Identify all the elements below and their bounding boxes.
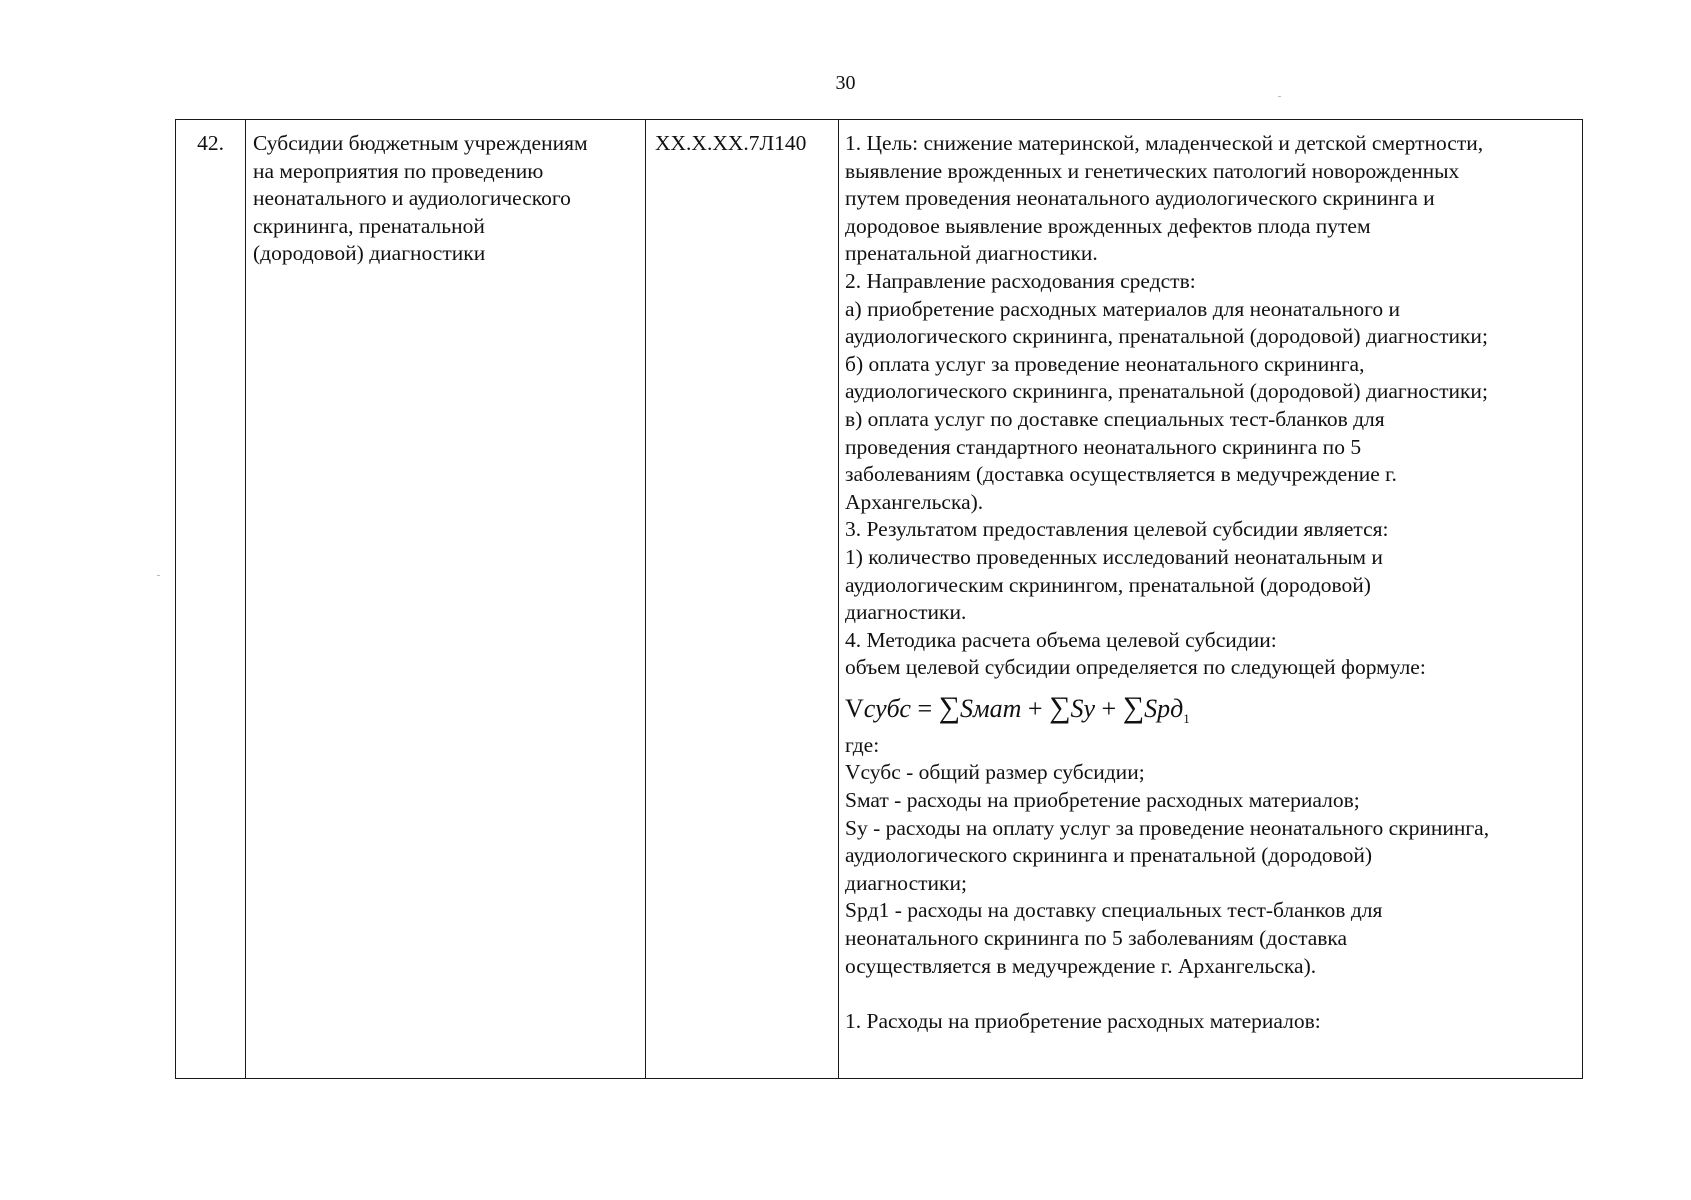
row-number: 42. (197, 131, 224, 155)
formula-lhs-subscript: субс (863, 693, 911, 723)
description-line: Архангельска). (845, 489, 984, 514)
row-name-line: Субсидии бюджетным учреждениям (253, 131, 588, 155)
row-code-cell (645, 120, 838, 1078)
description-line: в) оплата услуг по доставке специальных тест-бланков для (845, 406, 1385, 431)
description-line: проведения стандартного неонатального скрининга по 5 (845, 434, 1362, 459)
formula-plus: + (1095, 693, 1123, 723)
description-line: 1. Расходы на приобретение расходных материалов: (845, 1008, 1321, 1033)
description-line: 3. Результатом предоставления целевой субсидии является: (845, 517, 1389, 542)
description-line: диагностики; (845, 870, 967, 895)
row-name-line: (дородовой) диагностики (253, 241, 486, 266)
description-line: неонатального скрининга по 5 заболеваниям (доставка (845, 926, 1348, 951)
sum-symbol: ∑ (938, 690, 961, 724)
page-number: 30 (835, 72, 856, 94)
sum-symbol: ∑ (1049, 690, 1071, 724)
formula-term-sy: Sy (1070, 693, 1096, 723)
description-line: Vсубс - общий размер субсидии; (845, 760, 1145, 785)
scan-mark (157, 575, 160, 576)
formula-term-smat: Sмат (960, 693, 1022, 723)
formula-term-spd: Spд (1144, 693, 1184, 723)
sum-symbol: ∑ (1122, 690, 1145, 724)
row-name-line: на мероприятия по проведению (253, 158, 544, 183)
description-line: диагностики. (845, 600, 967, 625)
description-line: Spд1 - расходы на доставку специальных тест-бланков для (845, 898, 1383, 923)
formula-equals: = (910, 693, 939, 723)
description-line: где: (845, 732, 880, 757)
description-line: аудиологического скрининга, пренатальной (дородовой) диагностики; (845, 379, 1488, 404)
description-line: 1. Цель: снижение материнской, младенческой и детской смертности, (845, 131, 1484, 155)
description-line: аудиологическим скринингом, пренатальной (дородовой) (845, 572, 1371, 597)
budget-code: XX.X.XX.7Л140 (655, 131, 807, 155)
scan-mark (1278, 96, 1281, 97)
description-line: аудиологического скрининга, пренатальной (дородовой) диагностики; (845, 324, 1488, 349)
description-line: осуществляется в медучреждение г. Архангельска). (845, 953, 1317, 978)
description-line: 1) количество проведенных исследований неонатальным и (845, 544, 1383, 569)
paragraph-gap (845, 980, 1580, 1008)
formula-term-spd-subscript: 1 (1183, 711, 1190, 727)
subsidy-formula (845, 684, 1580, 732)
description-line: Sмат - расходы на приобретение расходных материалов; (845, 788, 1360, 813)
description-line: б) оплата услуг за проведение неонатального скрининга, (845, 351, 1365, 376)
formula-plus: + (1021, 693, 1050, 723)
row-name-cell (245, 120, 645, 1078)
row-name-line: неонатального и аудиологического (253, 186, 571, 211)
description-line: аудиологического скрининга и пренатальной (дородовой) (845, 843, 1373, 868)
formula-lhs-v: V (845, 693, 864, 723)
description-line: Sy - расходы на оплату услуг за проведение неонатального скрининга, (845, 815, 1490, 840)
row-number-cell (176, 120, 245, 1078)
description-line: 4. Методика расчета объема целевой субсидии: (845, 627, 1277, 652)
description-line: путем проведения неонатального аудиологического скрининга и (845, 186, 1435, 211)
budget-table (175, 119, 1583, 1079)
description-line: пренатальной диагностики. (845, 241, 1098, 266)
row-name-line: скрининга, пренатальной (253, 213, 485, 238)
description-line: выявление врожденных и генетических патологий новорожденных (845, 158, 1460, 183)
row-description-cell (838, 120, 1584, 1078)
description-line: заболеваниям (доставка осуществляется в медучреждение г. (845, 462, 1397, 487)
description-line: а) приобретение расходных материалов для неонатального и (845, 296, 1401, 321)
description-line: 2. Направление расходования средств: (845, 268, 1196, 293)
description-line: объем целевой субсидии определяется по следующей формуле: (845, 655, 1426, 680)
description-line: дородовое выявление врожденных дефектов плода путем (845, 213, 1371, 238)
